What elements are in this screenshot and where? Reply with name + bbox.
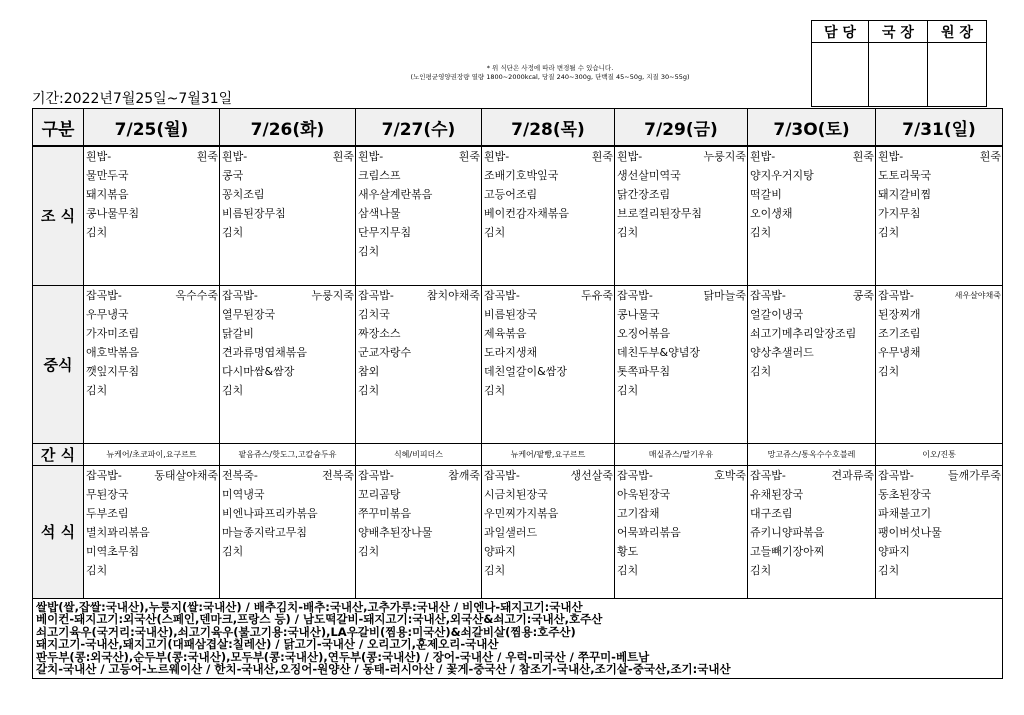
main-dish: 잡곡밥- xyxy=(484,288,520,302)
side-dish: 고기잡채 xyxy=(617,506,660,520)
snack-cell: 망고쥬스/통옥수수호블레 xyxy=(748,443,876,465)
header-day: 7/29(금) xyxy=(615,109,748,147)
main-dish: 잡곡밥- xyxy=(617,468,653,482)
header-day: 7/26(화) xyxy=(220,109,356,147)
side-dish: 가자미조림 xyxy=(86,326,140,340)
side-dish: 우무냉채 xyxy=(878,345,921,359)
side-dish: 돼지갈비찜 xyxy=(878,188,932,201)
side-dish: 얼갈이냉국 xyxy=(750,307,804,321)
side-dish: 꽁치조림 xyxy=(222,188,265,201)
side-dish: 데친두부&양념장 xyxy=(617,345,700,359)
side-dish: 톳쪽파무침 xyxy=(617,364,671,378)
main-dish-line xyxy=(876,286,1002,305)
side-dish: 꼬리곰탕 xyxy=(358,487,401,501)
main-dish: 흰밥- xyxy=(878,150,904,163)
side-dish: 김치 xyxy=(86,226,108,239)
side-dish: 김치 xyxy=(617,226,639,239)
notice-line-2: (노인평균영양권장량 열량 1800~2000kcal, 당질 240~300g, 단백질 45~50g, 지질 30~55g) xyxy=(410,73,690,81)
side-dish: 된장찌개 xyxy=(878,307,921,321)
approval-sign-manager xyxy=(812,43,869,107)
main-dish: 잡곡밥- xyxy=(750,288,786,302)
menu-cell xyxy=(482,465,615,598)
main-dish-line xyxy=(615,286,747,305)
snack-cell: 뉴케어/초코파이,요구르트 xyxy=(84,443,220,465)
porridge-option: 누룽지죽 xyxy=(311,288,354,302)
main-dish-line xyxy=(356,466,481,485)
main-dish: 잡곡밥- xyxy=(617,288,653,302)
header-day: 7/25(월) xyxy=(84,109,220,147)
side-dish: 김치 xyxy=(222,226,244,239)
main-dish: 잡곡밥- xyxy=(358,468,394,482)
porridge-option: 견과류죽 xyxy=(831,468,874,482)
approval-box xyxy=(811,20,987,107)
menu-cell xyxy=(876,465,1003,598)
porridge-option: 참깨죽 xyxy=(448,468,480,482)
side-dish: 김치 xyxy=(617,383,639,397)
menu-cell xyxy=(615,285,748,443)
side-dish: 콩나물무침 xyxy=(86,207,140,220)
side-dish: 새우살계란볶음 xyxy=(358,188,433,201)
menu-cell xyxy=(876,146,1003,285)
side-dish: 짜장소스 xyxy=(358,326,401,340)
side-dish: 김치 xyxy=(878,563,900,577)
snack-cell: 식혜/비피더스 xyxy=(356,443,482,465)
porridge-option: 생선살죽 xyxy=(570,468,613,482)
porridge-option: 흰죽 xyxy=(332,150,354,163)
side-dish: 브로컬리된장무침 xyxy=(617,207,703,220)
side-dish: 유채된장국 xyxy=(750,487,804,501)
main-dish-line xyxy=(876,147,1002,166)
menu-cell xyxy=(748,285,876,443)
side-dish: 김치 xyxy=(484,383,506,397)
header-category: 구분 xyxy=(33,109,84,147)
side-dish: 마늘종지락고무침 xyxy=(222,525,308,539)
approval-sign-director xyxy=(869,43,928,107)
side-dish: 돼지볶음 xyxy=(86,188,129,201)
main-dish-line xyxy=(482,466,614,485)
header-day: 7/31(일) xyxy=(876,109,1003,147)
side-dish: 김치 xyxy=(484,563,506,577)
main-dish-line xyxy=(356,147,481,166)
weekly-menu-table xyxy=(32,108,1003,679)
side-dish: 고들빼기장아찌 xyxy=(750,544,825,558)
main-dish-line xyxy=(748,466,875,485)
porridge-option: 호박죽 xyxy=(714,468,746,482)
main-dish-line xyxy=(748,286,875,305)
menu-cell xyxy=(876,285,1003,443)
side-dish: 김치 xyxy=(617,563,639,577)
side-dish: 무된장국 xyxy=(86,487,129,501)
main-dish: 잡곡밥- xyxy=(86,468,122,482)
side-dish: 김치 xyxy=(86,383,108,397)
menu-cell xyxy=(220,146,356,285)
main-dish-line xyxy=(84,147,219,166)
side-dish: 양배추된장나물 xyxy=(358,525,433,539)
main-dish: 흰밥- xyxy=(484,150,510,163)
side-dish: 동초된장국 xyxy=(878,487,932,501)
header-day: 7/28(목) xyxy=(482,109,615,147)
side-dish: 다시마쌈&쌈장 xyxy=(222,364,295,378)
side-dish: 비름된장국 xyxy=(484,307,538,321)
origin-line: 쌀밥(쌀,잡쌀:국내산),누룽지(쌀:국내산) / 배추김치-배추:국내산,고추가루:국내산 / 비엔나-돼지고기:국내산 xyxy=(36,599,583,614)
main-dish-line xyxy=(615,466,747,485)
origin-line: 돼지고기-국내산,돼지고기(대패삼겹살:칠레산) / 닭고기-국내산 / 오리고기,훈제오리-국내산 xyxy=(36,637,499,651)
side-dish: 비엔나파프리카볶음 xyxy=(222,506,318,520)
meal-row xyxy=(33,465,1003,598)
porridge-option: 흰죽 xyxy=(852,150,874,163)
side-dish: 팽이버섯나물 xyxy=(878,525,942,539)
menu-cell xyxy=(220,285,356,443)
side-dish: 김치국 xyxy=(358,307,390,321)
snack-cell: 뉴케어/팥빵,요구르트 xyxy=(482,443,615,465)
main-dish: 흰밥- xyxy=(750,150,776,163)
side-dish: 고등어조림 xyxy=(484,188,538,201)
side-dish: 데친얼갈이&쌈장 xyxy=(484,364,567,378)
side-dish: 멸치꽈리볶음 xyxy=(86,525,150,539)
side-dish: 김치 xyxy=(222,383,244,397)
side-dish: 김치 xyxy=(222,544,244,558)
main-dish: 잡곡밥- xyxy=(484,468,520,482)
side-dish: 쥬키니양파볶음 xyxy=(750,525,825,539)
side-dish: 김치 xyxy=(878,364,900,378)
side-dish: 우민찌가지볶음 xyxy=(484,506,559,520)
origin-line: 쇠고기육우(국거리:국내산),쇠고기육우(불고기용:국내산),LA우갈비(찜용:미국산)&쇠갈비살(찜용:호주산) xyxy=(36,624,576,639)
main-dish-line xyxy=(748,147,875,166)
side-dish: 오징어볶음 xyxy=(617,326,671,340)
side-dish: 양파지 xyxy=(484,544,516,558)
porridge-option: 흰죽 xyxy=(458,150,480,163)
menu-cell xyxy=(84,285,220,443)
snack-row xyxy=(33,443,1003,465)
side-dish: 쭈꾸미볶음 xyxy=(358,506,412,520)
approval-head: 원 장 xyxy=(928,21,987,43)
side-dish: 떡갈비 xyxy=(750,188,782,201)
side-dish: 미역초무침 xyxy=(86,544,140,558)
side-dish: 양상추샐러드 xyxy=(750,345,814,359)
menu-cell xyxy=(356,465,482,598)
side-dish: 삼색나물 xyxy=(358,207,401,220)
main-dish: 잡곡밥- xyxy=(878,468,914,482)
menu-cell xyxy=(84,465,220,598)
main-dish: 잡곡밥- xyxy=(86,288,122,302)
porridge-option: 닭마늘죽 xyxy=(703,288,746,302)
side-dish: 김치 xyxy=(878,226,900,239)
meal-label: 중식 xyxy=(33,285,84,443)
side-dish: 쇠고기메추리알장조림 xyxy=(750,326,857,340)
menu-period: 기간:2022년7월25일~7월31일 xyxy=(32,91,233,107)
side-dish: 콩국 xyxy=(222,169,244,182)
menu-cell xyxy=(615,146,748,285)
header-row xyxy=(33,109,1003,147)
side-dish: 열무된장국 xyxy=(222,307,276,321)
main-dish-line xyxy=(220,286,355,305)
menu-cell xyxy=(748,465,876,598)
side-dish: 우무냉국 xyxy=(86,307,129,321)
meal-label: 간 식 xyxy=(33,443,84,465)
main-dish: 전복죽- xyxy=(222,468,258,482)
porridge-option: 흰죽 xyxy=(979,150,1001,163)
side-dish: 물만두국 xyxy=(86,169,129,182)
side-dish: 도토리묵국 xyxy=(878,169,932,182)
side-dish: 양파지 xyxy=(878,544,910,558)
meal-label: 조 식 xyxy=(33,146,84,285)
menu-cell xyxy=(482,285,615,443)
meal-row xyxy=(33,146,1003,285)
side-dish: 닭갈비 xyxy=(222,326,254,340)
main-dish: 흰밥- xyxy=(222,150,248,163)
main-dish-line xyxy=(876,466,1002,485)
side-dish: 미역냉국 xyxy=(222,487,265,501)
side-dish: 콩나물국 xyxy=(617,307,660,321)
main-dish: 잡곡밥- xyxy=(358,288,394,302)
origin-row xyxy=(33,598,1003,678)
main-dish: 잡곡밥- xyxy=(750,468,786,482)
side-dish: 김치 xyxy=(750,563,772,577)
notice-line-1: * 위 식단은 사정에 따라 변경될 수 있습니다. xyxy=(486,64,614,72)
side-dish: 김치 xyxy=(86,563,108,577)
side-dish: 조배기호박잎국 xyxy=(484,169,559,182)
header-day: 7/27(수) xyxy=(356,109,482,147)
side-dish: 어묵꽈리볶음 xyxy=(617,525,681,539)
main-dish: 잡곡밥- xyxy=(222,288,258,302)
approval-sign-head xyxy=(928,43,987,107)
menu-cell xyxy=(356,146,482,285)
main-dish: 흰밥- xyxy=(358,150,384,163)
approval-manager: 담 당 xyxy=(812,21,869,43)
menu-cell xyxy=(482,146,615,285)
side-dish: 참외 xyxy=(358,364,380,378)
side-dish: 크림스프 xyxy=(358,169,401,182)
menu-cell xyxy=(356,285,482,443)
origin-line: 갈치-국내산 / 고등어-노르웨이산 / 한치-국내산,오징어-원양산 / 동태-러시아산 / 꽃게-중국산 / 참조기-국내산,조기살-중국산,조기:국내산 xyxy=(36,662,731,676)
side-dish: 김치 xyxy=(358,544,380,558)
menu-cell xyxy=(615,465,748,598)
porridge-option: 흰죽 xyxy=(591,150,613,163)
side-dish: 김치 xyxy=(750,226,772,239)
main-dish-line xyxy=(482,147,614,166)
side-dish: 김치 xyxy=(484,226,506,239)
porridge-option: 두유죽 xyxy=(581,288,613,302)
side-dish: 두부조림 xyxy=(86,506,129,520)
porridge-option: 새우살야채죽 xyxy=(954,290,1001,300)
side-dish: 오이생채 xyxy=(750,207,793,220)
snack-cell: 매실쥬스/딸기우유 xyxy=(615,443,748,465)
side-dish: 도라지생채 xyxy=(484,345,538,359)
side-dish: 대구조림 xyxy=(750,506,793,520)
side-dish: 김치 xyxy=(358,245,380,258)
origin-line: 판두부(콩:외국산),순두부(콩:국내산),모두부(콩:국내산),연두부(콩:국내산) / 장어-국내산 / 우럭-미국산 / 쭈꾸미-베트남 xyxy=(36,649,650,664)
side-dish: 군교자랑수 xyxy=(358,345,412,359)
porridge-option: 누룽지죽 xyxy=(703,150,746,163)
porridge-option: 콩죽 xyxy=(852,288,874,302)
porridge-option: 동태살야채죽 xyxy=(154,468,218,482)
main-dish-line xyxy=(220,466,355,485)
porridge-option: 참치야채죽 xyxy=(426,288,480,302)
side-dish: 닭간장조림 xyxy=(617,188,671,201)
side-dish: 양지우거지탕 xyxy=(750,169,814,182)
main-dish: 흰밥- xyxy=(86,150,112,163)
snack-cell: 이오/진통 xyxy=(876,443,1003,465)
approval-director: 국 장 xyxy=(869,21,928,43)
main-dish-line xyxy=(84,466,219,485)
porridge-option: 흰죽 xyxy=(196,150,218,163)
meal-row xyxy=(33,285,1003,443)
side-dish: 조기조림 xyxy=(878,326,921,340)
header-day: 7/3O(토) xyxy=(748,109,876,147)
porridge-option: 옥수수죽 xyxy=(175,288,218,302)
side-dish: 깻잎지무침 xyxy=(86,364,140,378)
side-dish: 애호박볶음 xyxy=(86,345,140,359)
side-dish: 파채불고기 xyxy=(878,506,932,520)
menu-cell xyxy=(220,465,356,598)
menu-cell xyxy=(84,146,220,285)
main-dish-line xyxy=(220,147,355,166)
main-dish-line xyxy=(84,286,219,305)
side-dish: 비름된장무침 xyxy=(222,207,286,220)
side-dish: 가지무침 xyxy=(878,207,921,220)
side-dish: 견과류명엽채볶음 xyxy=(222,345,308,359)
menu-cell xyxy=(748,146,876,285)
side-dish: 단무지무침 xyxy=(358,226,412,239)
side-dish: 베이컨감자채볶음 xyxy=(484,207,570,220)
main-dish: 잡곡밥- xyxy=(878,288,914,302)
side-dish: 김치 xyxy=(358,383,380,397)
side-dish: 아욱된장국 xyxy=(617,487,671,501)
side-dish: 과일샐러드 xyxy=(484,525,538,539)
porridge-option: 들깨가루죽 xyxy=(947,468,1001,482)
main-dish: 흰밥- xyxy=(617,150,643,163)
main-dish-line xyxy=(615,147,747,166)
side-dish: 시금치된장국 xyxy=(484,487,548,501)
origin-info xyxy=(33,598,1003,678)
porridge-option: 전복죽 xyxy=(322,468,354,482)
side-dish: 김치 xyxy=(750,364,772,378)
main-dish-line xyxy=(482,286,614,305)
side-dish: 황도 xyxy=(617,544,639,558)
origin-line: 베이컨-돼지고기:외국산(스페인,덴마크,프랑스 등) / 남도떡갈비-돼지고기:국내산,외국산&쇠고기:국내산,호주산 xyxy=(36,612,603,626)
main-dish-line xyxy=(356,286,481,305)
meal-label: 석 식 xyxy=(33,465,84,598)
side-dish: 생선살미역국 xyxy=(617,169,681,182)
side-dish: 제육볶음 xyxy=(484,326,527,340)
snack-cell: 팥음쥬스/핫도그,고칼슘두유 xyxy=(220,443,356,465)
